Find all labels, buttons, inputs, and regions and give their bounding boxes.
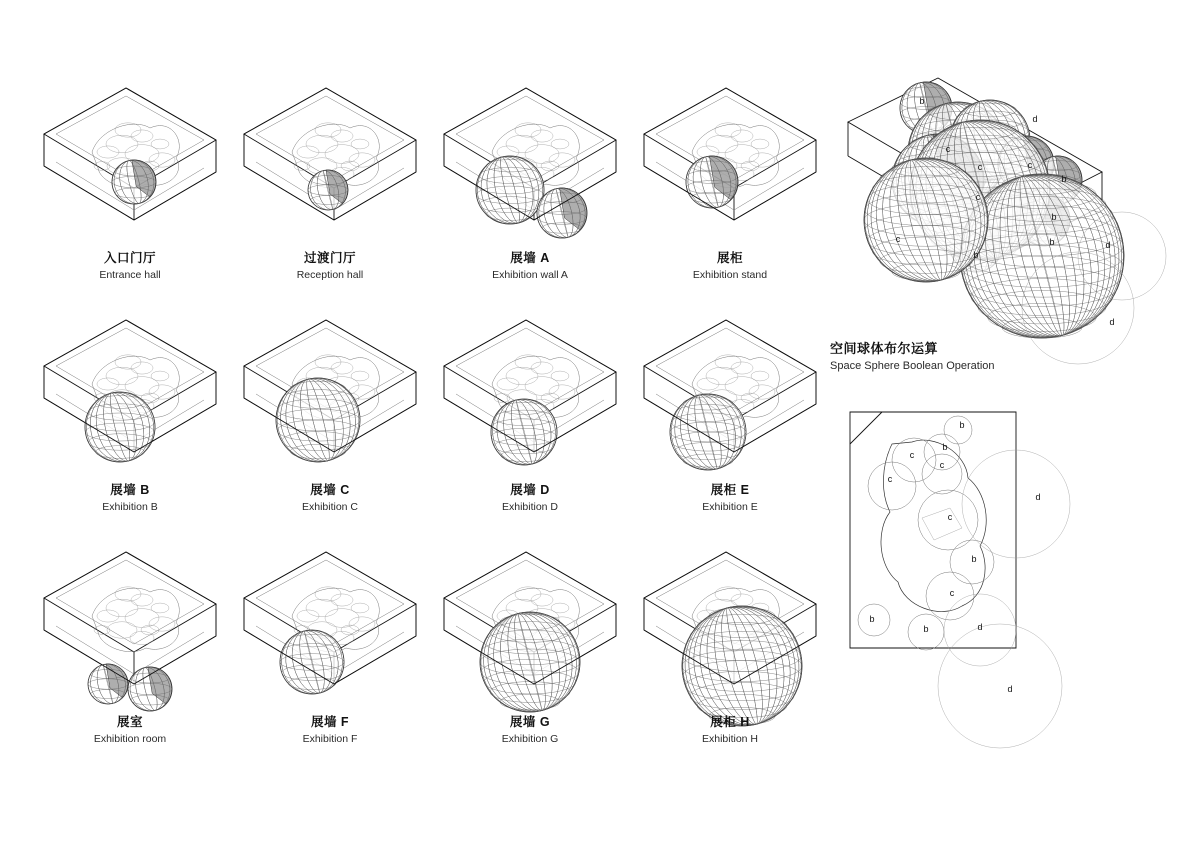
sphere	[267, 369, 369, 471]
cell-caption-en: Reception hall	[296, 268, 364, 281]
boolean-caption	[830, 340, 1130, 375]
plan-label: b	[971, 554, 977, 564]
diagram-cell	[430, 70, 630, 298]
boolean-label: d	[1032, 114, 1038, 124]
sphere-group	[107, 155, 160, 208]
cell-caption	[630, 482, 830, 514]
cell-caption-zh: 展柜 H	[710, 715, 750, 729]
cell-caption-en: Exhibition room	[93, 732, 167, 745]
sphere	[484, 392, 564, 472]
cell-caption-zh: 展墙 B	[110, 483, 150, 497]
cell-illustration	[630, 302, 830, 477]
sphere	[304, 166, 352, 214]
plan-label: d	[1035, 492, 1041, 502]
boolean-label: d	[1105, 240, 1111, 250]
cell-svg	[30, 534, 230, 709]
cell-illustration	[30, 302, 230, 477]
plan-label: c	[947, 512, 953, 522]
cell-caption-zh: 展墙 A	[510, 251, 550, 265]
cell-caption-zh: 入口门厅	[103, 251, 156, 265]
boolean-label: b	[973, 250, 979, 260]
boolean-label: b	[1051, 212, 1057, 222]
cell-caption-en: Entrance hall	[99, 268, 161, 281]
cell-caption	[230, 714, 430, 746]
boolean-label: b	[1061, 174, 1067, 184]
cell-svg	[430, 534, 630, 709]
cell-caption	[630, 250, 830, 282]
plan-svg	[830, 400, 1150, 800]
diagram-cell	[630, 534, 830, 762]
cell-caption-zh: 展室	[116, 715, 143, 729]
sphere	[662, 386, 754, 478]
sphere-group	[662, 386, 754, 478]
cell-caption-zh: 展柜	[716, 251, 743, 265]
cell-illustration	[230, 534, 430, 709]
cell-svg	[230, 302, 430, 477]
cell-caption-en: Exhibition F	[302, 732, 358, 745]
cell-svg	[630, 70, 830, 245]
boolean-operation-diagram	[830, 60, 1180, 360]
cell-caption	[230, 250, 430, 282]
boolean-label: b	[1049, 237, 1055, 247]
sphere-group	[78, 385, 163, 470]
sphere-group	[484, 392, 564, 472]
plan-label: b	[923, 624, 929, 634]
cell-caption-zh: 展墙 F	[310, 715, 350, 729]
cell-illustration	[30, 534, 230, 709]
cell-caption-zh: 展墙 G	[509, 715, 551, 729]
boolean-label: d	[1109, 317, 1115, 327]
diagram-cell	[630, 302, 830, 530]
cell-caption-en: Exhibition wall A	[492, 268, 568, 281]
plan-label: d	[977, 622, 983, 632]
right-column	[830, 40, 1180, 820]
cell-caption-en: Exhibition H	[701, 732, 759, 745]
plan-label: c	[949, 588, 955, 598]
plan-label: b	[869, 614, 875, 624]
sphere	[107, 155, 160, 208]
axonometric-grid	[30, 70, 830, 770]
sphere-group	[273, 623, 351, 701]
cell-caption-zh: 展墙 D	[510, 483, 550, 497]
plan-label: b	[959, 420, 965, 430]
cell-caption	[30, 250, 230, 282]
cell-caption-en: Exhibition E	[702, 500, 758, 513]
diagram-cell	[230, 534, 430, 762]
cell-illustration	[430, 302, 630, 477]
cell-caption	[430, 250, 630, 282]
cell-caption-en: Exhibition C	[301, 500, 359, 513]
cell-svg	[230, 534, 430, 709]
cell-illustration	[30, 70, 230, 245]
cell-caption	[230, 482, 430, 514]
cell-caption	[30, 714, 230, 746]
floor-plan-outline	[92, 587, 179, 652]
sphere	[84, 660, 132, 708]
sphere	[123, 662, 176, 715]
cell-caption	[430, 714, 630, 746]
cell-caption-en: Exhibition B	[102, 500, 158, 513]
sphere	[78, 385, 163, 470]
boolean-label: b	[919, 96, 925, 106]
cell-illustration	[230, 302, 430, 477]
diagram-cell	[230, 70, 430, 298]
boolean-label: c	[1027, 160, 1033, 170]
cell-caption-en: Exhibition D	[501, 500, 559, 513]
cell-svg	[30, 302, 230, 477]
diagram-cell	[30, 70, 230, 298]
cell-caption-zh: 展墙 C	[310, 483, 350, 497]
cell-svg	[230, 70, 430, 245]
boolean-svg	[830, 60, 1180, 360]
boolean-label: c	[977, 162, 983, 172]
diagram-cell	[230, 302, 430, 530]
sphere-group	[84, 660, 177, 716]
cell-svg	[430, 70, 630, 245]
boolean-title-zh: 空间球体布尔运算	[830, 341, 939, 356]
plan-label: c	[887, 474, 893, 484]
cell-caption	[630, 714, 830, 746]
diagram-cell	[430, 534, 630, 762]
boolean-label: c	[945, 144, 951, 154]
plan-label: c	[939, 460, 945, 470]
cell-caption-en: Exhibition G	[501, 732, 559, 745]
cell-caption	[30, 482, 230, 514]
cell-caption-zh: 过渡门厅	[303, 251, 356, 265]
sphere	[273, 623, 351, 701]
cell-illustration	[430, 534, 630, 709]
cell-caption-en: Exhibition stand	[692, 268, 768, 281]
boolean-title-en: Space Sphere Boolean Operation	[830, 360, 995, 373]
plan-label: b	[942, 442, 948, 452]
diagram-cell	[430, 302, 630, 530]
plan-label: d	[1007, 684, 1013, 694]
diagram-cell	[30, 534, 230, 762]
boolean-label: c	[975, 192, 981, 202]
cell-illustration	[230, 70, 430, 245]
cell-illustration	[430, 70, 630, 245]
cell-caption	[430, 482, 630, 514]
cell-illustration	[630, 534, 830, 709]
sphere-group	[304, 166, 352, 214]
boolean-label: c	[895, 234, 901, 244]
cell-svg	[630, 534, 830, 709]
cell-illustration	[630, 70, 830, 245]
cell-svg	[630, 302, 830, 477]
room-box	[44, 552, 216, 684]
plan-label: c	[909, 450, 915, 460]
cell-caption-zh: 展柜 E	[710, 483, 750, 497]
cell-svg	[30, 70, 230, 245]
diagram-cell	[30, 302, 230, 530]
diagram-cell	[630, 70, 830, 298]
sphere-group	[267, 369, 369, 471]
plan-diagram	[830, 400, 1180, 800]
cell-svg	[430, 302, 630, 477]
